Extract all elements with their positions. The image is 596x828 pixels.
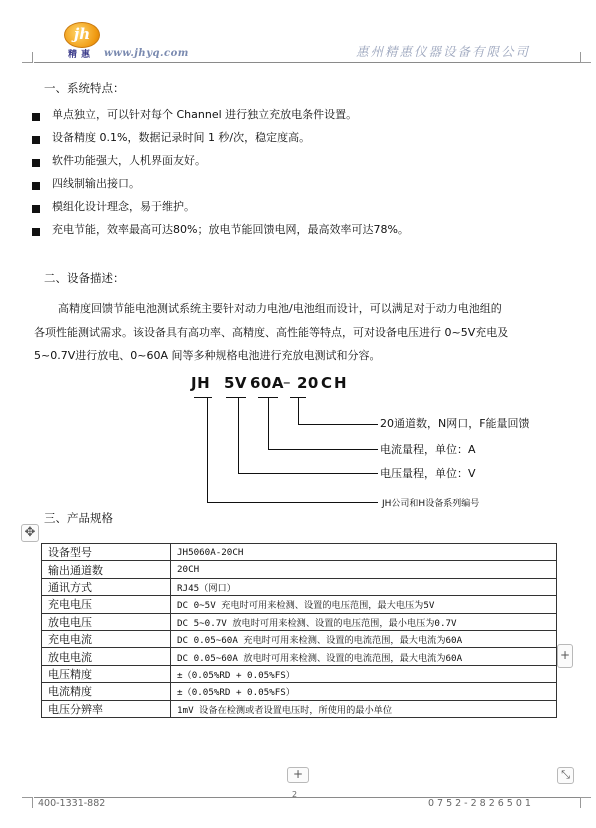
bullet-square: [32, 159, 40, 167]
add-column-button[interactable]: +: [557, 644, 573, 668]
feature-item: 单点独立，可以针对每个 Channel 进行独立充放电条件设置。: [52, 108, 358, 121]
spec-key: 设备型号: [42, 544, 171, 561]
code-underline: [194, 397, 212, 398]
footer-phone-right: 0752-2826501: [428, 798, 534, 809]
leader-line: [238, 473, 378, 474]
section-title-specs: 三、产品规格: [44, 511, 113, 525]
table-row: [42, 544, 557, 561]
spec-key: 充电电压: [42, 596, 171, 613]
company-logo: [64, 22, 100, 48]
code-label-voltage: 电压量程，单位：V: [380, 467, 476, 480]
table-row: [42, 665, 557, 682]
table-row: [42, 561, 557, 578]
leader-line: [298, 424, 378, 425]
description-line: 各项性能测试需求。该设备具有高功率、高精度、高性能等特点，可对设备电压进行 0~5V充电及: [34, 326, 509, 339]
leader-line: [298, 397, 299, 424]
bullet-square: [32, 113, 40, 121]
add-row-button[interactable]: +: [287, 767, 309, 783]
model-code-dash: –: [283, 373, 291, 391]
spec-value: DC 0~5V 充电时可用来检测、设置的电压范围，最大电压为5V: [171, 596, 557, 613]
feature-item: 模组化设计理念，易于维护。: [52, 200, 195, 213]
leader-line: [268, 397, 269, 449]
spec-value: 1mV 设备在检测或者设置电压时，所使用的最小单位: [171, 700, 557, 717]
company-name: 惠州精惠仪器设备有限公司: [356, 44, 531, 59]
margin-corner-mark: [580, 797, 591, 808]
spec-value: ±（0.05%RD + 0.05%FS）: [171, 683, 557, 700]
website-url: www.jhyq.com: [104, 48, 189, 59]
spec-value: DC 0.05~60A 放电时可用来检测、设置的电流范围，最大电流为60A: [171, 648, 557, 665]
table-row: [42, 700, 557, 717]
table-row: [42, 596, 557, 613]
table-row: [42, 578, 557, 595]
section-title-features: 一、系统特点：: [44, 81, 125, 95]
model-code-h: H: [334, 374, 348, 392]
margin-corner-mark: [580, 52, 591, 63]
spec-key: 通讯方式: [42, 578, 171, 595]
description-line: 高精度回馈节能电池测试系统主要针对动力电池/电池组而设计，可以满足对于动力电池组的: [58, 302, 502, 315]
leader-line: [207, 397, 208, 502]
spec-key: 充电电流: [42, 630, 171, 647]
model-code-voltage: 5V: [224, 374, 248, 392]
spec-value: DC 5~0.7V 放电时可用来检测、设置的电压范围，最小电压为0.7V: [171, 613, 557, 630]
leader-line: [268, 449, 378, 450]
spec-value: RJ45（网口）: [171, 578, 557, 595]
table-resize-handle[interactable]: ⤡: [557, 767, 574, 784]
section-title-description: 二、设备描述：: [44, 271, 125, 285]
logo-subtitle: 精惠: [68, 50, 95, 60]
spec-key: 输出通道数: [42, 561, 171, 578]
table-row: [42, 648, 557, 665]
table-move-handle[interactable]: ✥: [21, 524, 39, 542]
bullet-square: [32, 205, 40, 213]
spec-value: 20CH: [171, 561, 557, 578]
model-code-channels: 20: [297, 374, 319, 392]
model-code-jh: JH: [191, 374, 211, 392]
spec-key: 放电电压: [42, 613, 171, 630]
table-row: [42, 630, 557, 647]
footer-phone-left: 400-1331-882: [38, 798, 106, 809]
page-number: 2: [292, 790, 298, 799]
feature-item: 软件功能强大，人机界面友好。: [52, 154, 206, 167]
spec-key: 电压分辨率: [42, 700, 171, 717]
leader-line: [238, 397, 239, 473]
code-underline: [226, 397, 246, 398]
bullet-square: [32, 228, 40, 236]
model-code-current: 60A: [250, 374, 284, 392]
feature-item: 充电节能，效率最高可达80%；放电节能回馈电网，最高效率可达78%。: [52, 223, 409, 236]
spec-key: 电压精度: [42, 665, 171, 682]
bullet-square: [32, 182, 40, 190]
margin-corner-mark: [22, 52, 33, 63]
description-line: 5~0.7V进行放电、0~60A 间等多种规格电池进行充放电测试和分容。: [34, 349, 381, 362]
margin-corner-mark: [22, 797, 33, 808]
header-rule: [34, 62, 582, 63]
model-code-c: C: [321, 374, 333, 392]
leader-line: [207, 502, 378, 503]
spec-value: JH5060A-20CH: [171, 544, 557, 561]
logo-mark: jh: [73, 25, 91, 43]
spec-key: 电流精度: [42, 683, 171, 700]
spec-key: 放电电流: [42, 648, 171, 665]
code-label-series: JH公司和H设备系列编号: [382, 499, 480, 509]
spec-value: DC 0.05~60A 充电时可用来检测、设置的电流范围，最大电流为60A: [171, 630, 557, 647]
spec-table: [41, 543, 557, 718]
spec-value: ±（0.05%RD + 0.05%FS）: [171, 665, 557, 682]
bullet-square: [32, 136, 40, 144]
code-label-current: 电流量程，单位：A: [380, 443, 476, 456]
table-row: [42, 683, 557, 700]
feature-item: 设备精度 0.1%，数据记录时间 1 秒/次，稳定度高。: [52, 131, 311, 144]
table-row: [42, 613, 557, 630]
code-label-channels: 20通道数，N网口，F能量回馈: [380, 417, 530, 430]
feature-item: 四线制输出接口。: [52, 177, 140, 190]
